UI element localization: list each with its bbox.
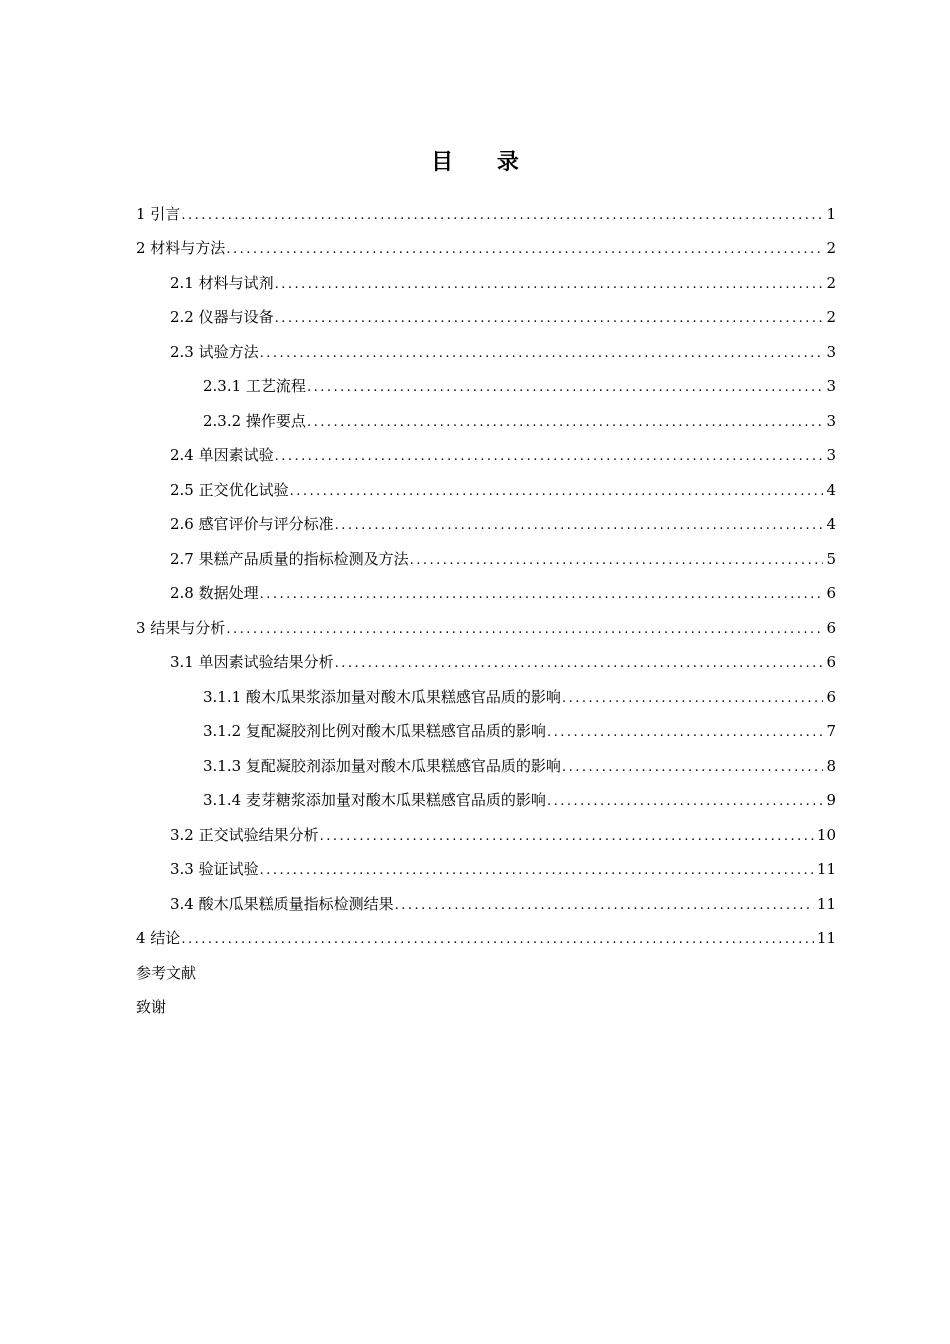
dot-leader: [275, 307, 824, 331]
dot-leader: [320, 825, 814, 849]
toc-entry-label: 2.2 仪器与设备: [170, 308, 274, 326]
toc-entry-label: 3.2 正交试验结果分析: [170, 826, 319, 844]
dot-leader: [547, 790, 824, 814]
toc-entry-label: 2.6 感官评价与评分标准: [170, 515, 334, 533]
toc-entry-label: 2.3.2 操作要点: [203, 412, 306, 430]
toc-entry-label: 2.1 材料与试剂: [170, 274, 274, 292]
toc-page-number: 7: [826, 722, 836, 740]
toc-page-number: 11: [816, 895, 836, 913]
toc-page-number: 3: [826, 412, 836, 430]
toc-page-number: 1: [826, 205, 836, 223]
toc-entry-label: 4 结论: [136, 929, 181, 947]
toc-entry-label: 2.3.1 工艺流程: [203, 377, 306, 395]
toc-entry-label: 3.1.2 复配凝胶剂比例对酸木瓜果糕感官品质的影响: [203, 722, 546, 740]
dot-leader: [260, 342, 824, 366]
toc-entry[interactable]: [170, 857, 836, 881]
toc-page-number: 3: [826, 377, 836, 395]
toc-entry-label: 3.1.1 酸木瓜果浆添加量对酸木瓜果糕感官品质的影响: [203, 688, 561, 706]
toc-entry[interactable]: [203, 409, 836, 433]
dot-leader: [275, 445, 824, 469]
toc-entry-label: 2 材料与方法: [136, 239, 226, 257]
toc-page-number: 10: [816, 826, 836, 844]
toc-entry[interactable]: [170, 305, 836, 329]
toc-entry[interactable]: [170, 512, 836, 536]
toc-entry-label: 2.5 正交优化试验: [170, 481, 289, 499]
toc-page-number: 6: [826, 584, 836, 602]
toc-entry[interactable]: [203, 754, 836, 778]
toc-entry-label: 1 引言: [136, 205, 181, 223]
toc-entry-label: 3.1 单因素试验结果分析: [170, 653, 334, 671]
dot-leader: [562, 756, 824, 780]
toc-page-number: 6: [826, 688, 836, 706]
toc-entry-acknowledgements[interactable]: 致谢: [136, 998, 167, 1016]
toc-entry-label: 3.1.4 麦芽糖浆添加量对酸木瓜果糕感官品质的影响: [203, 791, 546, 809]
toc-entry-label: 3.4 酸木瓜果糕质量指标检测结果: [170, 895, 394, 913]
toc-entry[interactable]: [170, 478, 836, 502]
toc-entry[interactable]: [136, 926, 836, 950]
toc-page-number: 2: [826, 239, 836, 257]
dot-leader: [547, 721, 824, 745]
toc-entry-label: 2.4 单因素试验: [170, 446, 274, 464]
toc-page-number: 6: [826, 653, 836, 671]
toc-entry[interactable]: [170, 547, 836, 571]
toc-entry[interactable]: [136, 202, 836, 226]
dot-leader: [562, 687, 824, 711]
dot-leader: [307, 411, 824, 435]
toc-entry-label: 3 结果与分析: [136, 619, 226, 637]
toc-entry-label: 2.8 数据处理: [170, 584, 259, 602]
dot-leader: [307, 376, 824, 400]
toc-entry[interactable]: [170, 892, 836, 916]
toc-entry[interactable]: [170, 823, 836, 847]
dot-leader: [410, 549, 824, 573]
toc-page-number: 5: [826, 550, 836, 568]
toc-entry[interactable]: [170, 340, 836, 364]
toc-entry[interactable]: [203, 374, 836, 398]
toc-entry[interactable]: [170, 581, 836, 605]
dot-leader: [181, 204, 823, 228]
toc-page-number: 3: [826, 446, 836, 464]
toc-page-number: 2: [826, 308, 836, 326]
page-title: 目 录: [431, 150, 537, 175]
toc-page-number: 11: [816, 929, 836, 947]
toc-page-number: 2: [826, 274, 836, 292]
toc-entry[interactable]: [203, 719, 836, 743]
toc-page-number: 9: [826, 791, 836, 809]
dot-leader: [226, 238, 823, 262]
toc-entry-label: 2.7 果糕产品质量的指标检测及方法: [170, 550, 409, 568]
toc-page-number: 4: [826, 481, 836, 499]
dot-leader: [181, 928, 814, 952]
dot-leader: [335, 652, 824, 676]
toc-entry[interactable]: [170, 443, 836, 467]
dot-leader: [260, 583, 824, 607]
toc-entry[interactable]: [170, 650, 836, 674]
toc-page-number: 3: [826, 343, 836, 361]
toc-entry-label: 2.3 试验方法: [170, 343, 259, 361]
toc-entry[interactable]: [203, 788, 836, 812]
toc-page-number: 4: [826, 515, 836, 533]
toc-entry[interactable]: [170, 271, 836, 295]
toc-entry-label: 3.1.3 复配凝胶剂添加量对酸木瓜果糕感官品质的影响: [203, 757, 561, 775]
dot-leader: [395, 894, 814, 918]
toc-page-number: 11: [816, 860, 836, 878]
dot-leader: [275, 273, 824, 297]
toc-entry[interactable]: [136, 236, 836, 260]
dot-leader: [335, 514, 824, 538]
toc-page-number: 8: [826, 757, 836, 775]
dot-leader: [260, 859, 814, 883]
toc-entry-references[interactable]: 参考文献: [136, 964, 197, 982]
toc-entry-label: 3.3 验证试验: [170, 860, 259, 878]
dot-leader: [226, 618, 823, 642]
toc-entry[interactable]: [136, 616, 836, 640]
toc-page-number: 6: [826, 619, 836, 637]
toc-entry[interactable]: [203, 685, 836, 709]
dot-leader: [290, 480, 824, 504]
